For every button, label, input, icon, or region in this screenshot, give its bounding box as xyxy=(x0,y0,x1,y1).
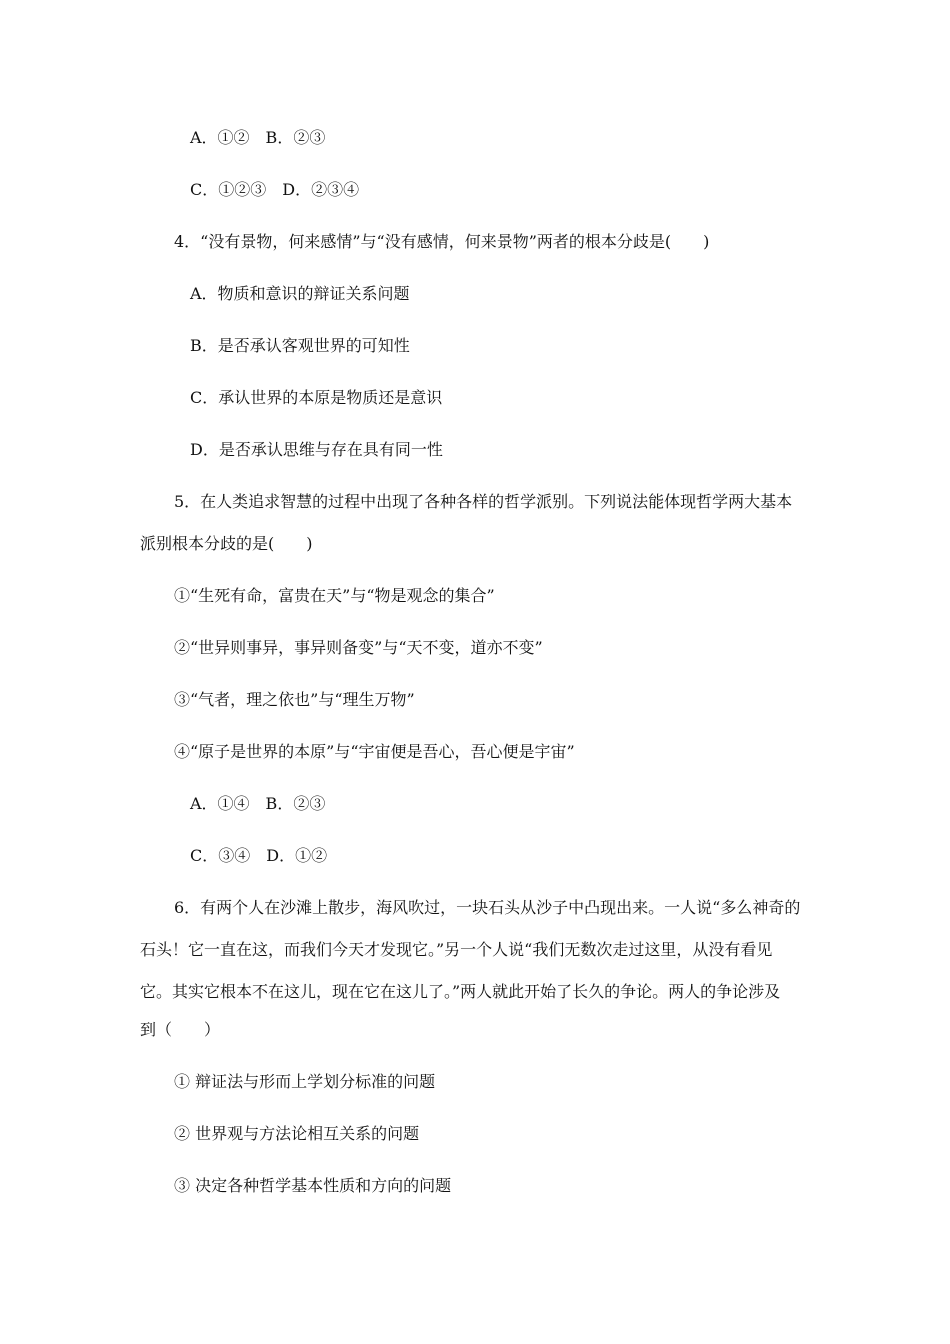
q4-option-a: A．物质和意识的辩证关系问题 xyxy=(190,284,410,303)
q5-item-1: ①“生死有命，富贵在天”与“物是观念的集合” xyxy=(174,586,495,605)
q4-option-c: C．承认世界的本原是物质还是意识 xyxy=(190,388,443,407)
q3-options-row2: C．①②③ D．②③④ xyxy=(190,180,360,199)
q6-stem-line4: 到（ ） xyxy=(140,1020,221,1039)
q5-stem-line1: 5．在人类追求智慧的过程中出现了各种各样的哲学派别。下列说法能体现哲学两大基本 xyxy=(174,492,793,511)
q6-item-1: ① 辩证法与形而上学划分标准的问题 xyxy=(174,1072,436,1091)
q5-options-row1: A．①④ B．②③ xyxy=(190,794,326,813)
q6-stem-line2: 石头！它一直在这，而我们今天才发现它。”另一个人说“我们无数次走过这里，从没有看见 xyxy=(140,940,773,959)
q3-options-row1: A．①② B．②③ xyxy=(190,128,326,147)
q4-option-b: B．是否承认客观世界的可知性 xyxy=(190,336,410,355)
q4-stem: 4．“没有景物，何来感情”与“没有感情，何来景物”两者的根本分歧是( ) xyxy=(174,232,710,251)
q5-item-2: ②“世异则事异，事异则备变”与“天不变，道亦不变” xyxy=(174,638,543,657)
q6-item-3: ③ 决定各种哲学基本性质和方向的问题 xyxy=(174,1176,452,1195)
q6-stem-line3: 它。其实它根本不在这儿，现在它在这儿了。”两人就此开始了长久的争论。两人的争论涉及 xyxy=(140,982,781,1001)
q5-stem-line2: 派别根本分歧的是( ) xyxy=(140,534,313,553)
q5-options-row2: C．③④ D．①② xyxy=(190,846,328,865)
q6-item-2: ② 世界观与方法论相互关系的问题 xyxy=(174,1124,420,1143)
q5-item-3: ③“气者，理之依也”与“理生万物” xyxy=(174,690,415,709)
q6-stem-line1: 6．有两个人在沙滩上散步，海风吹过，一块石头从沙子中凸现出来。一人说“多么神奇的 xyxy=(174,898,801,917)
q4-option-d: D．是否承认思维与存在具有同一性 xyxy=(190,440,443,459)
q5-item-4: ④“原子是世界的本原”与“宇宙便是吾心，吾心便是宇宙” xyxy=(174,742,575,761)
